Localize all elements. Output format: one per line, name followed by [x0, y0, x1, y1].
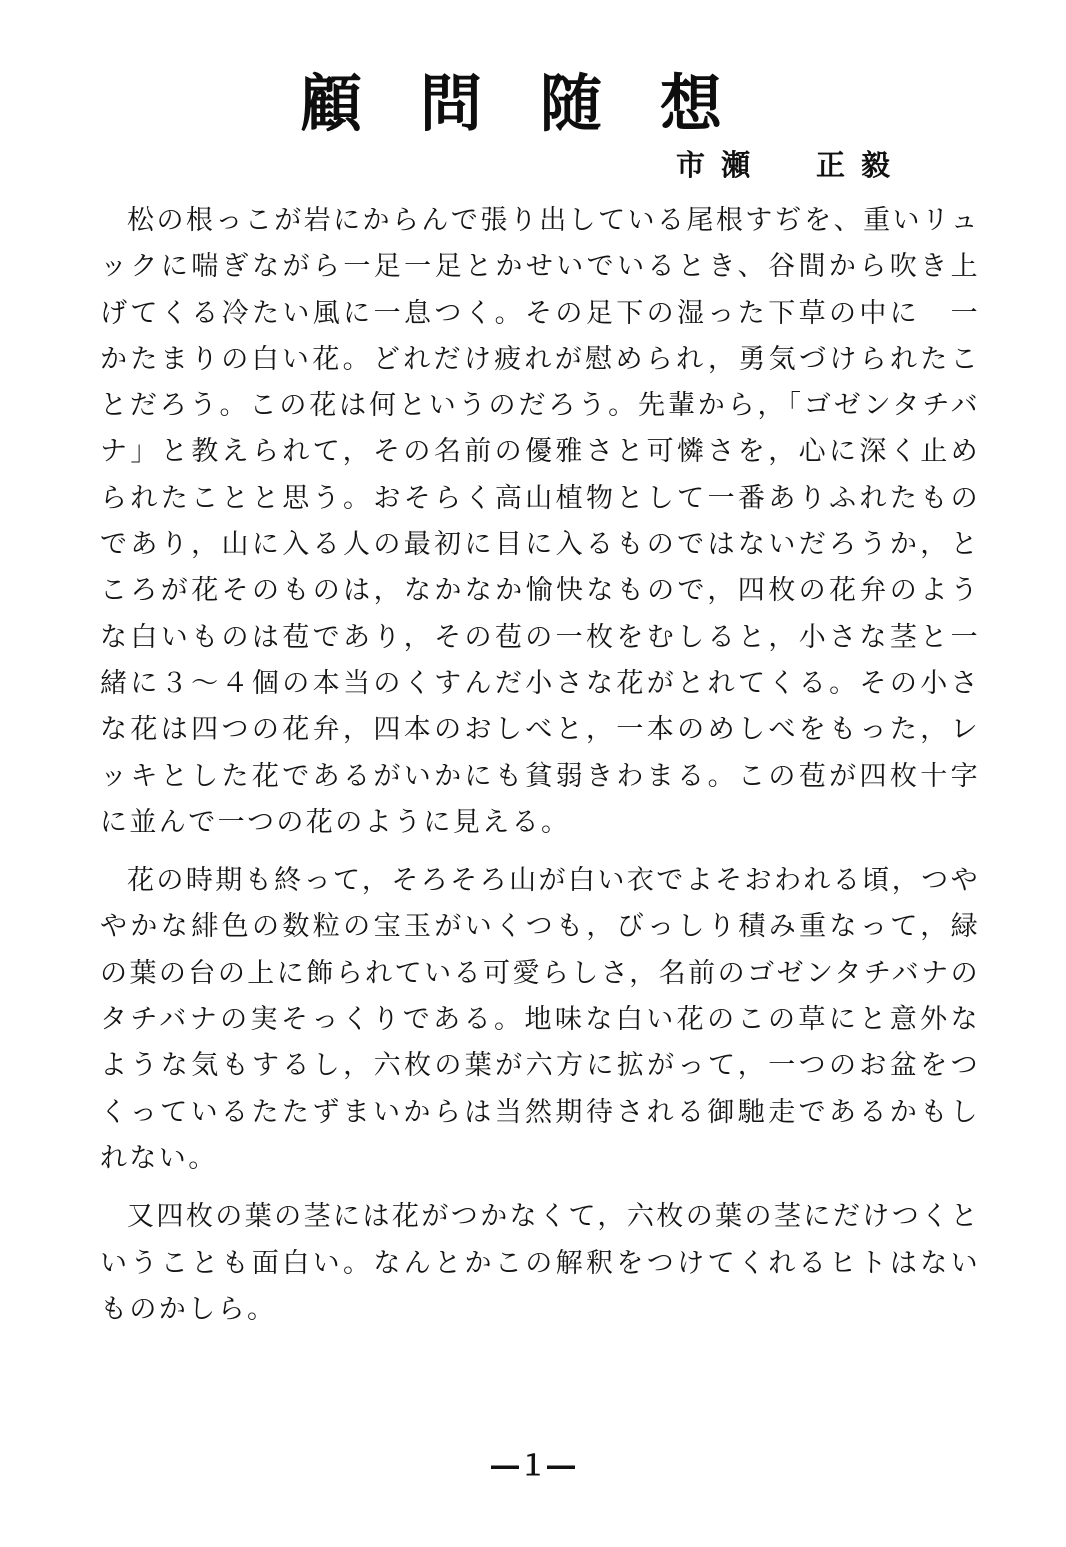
author-name — [676, 145, 996, 185]
page-number: ―１― — [490, 1449, 575, 1482]
author-given-name: 正毅 — [816, 148, 907, 182]
paragraph-2: 花の時期も終って，そろそろ山が白い衣でよそおわれる頃，つややかな緋色の数粒の宝玉がいくつも，びっしり積み重なって，緑の葉の台の上に飾られている可愛らしさ，名前のゴゼンタチバナのタチバナの実そっくりである。地味な白い花のこの草にと意外なような気もするし，六枚の葉が六方に拡がって，一つのお盆をつくっているたたずまいからは当然期待される御馳走であるかもしれない。 — [100, 865, 980, 1174]
paragraph-1: 松の根っこが岩にからんで張り出している尾根すぢを、重いリュックに喘ぎながら一足一足とかせいでいるとき、谷間から吹き上げてくる冷たい風に一息つく。その足下の湿った下草の中に 一かたまりの白い花。どれだけ疲れが慰められ，勇気づけられたことだろう。この花は何というのだろう。先輩から，「ゴゼンタチバナ」と教えられて，その名前の優雅さと可憐さを，心に深く止められたことと思う。おそらく高山植物として一番ありふれたものであり，山に入る人の最初に目に入るものではないだろうか，ところが花そのものは，なかなか愉快なもので，四枚の花弁のような白いものは苞であり，その苞の一枚をむしると，小さな茎と一緒に３～４個の本当のくすんだ小さな花がとれてくる。その小さな花は四つの花弁，四本のおしべと，一本のめしべをもった，レッキとした花であるがいかにも貧弱きわまる。この苞が四枚十字に並んで一つの花のように見える。 — [100, 205, 980, 838]
essay-body — [100, 198, 980, 1345]
author-family-name: 市瀬 — [676, 148, 767, 182]
paragraph-3: 又四枚の葉の茎には花がつかなくて，六枚の葉の茎にだけつくということも面白い。なんとかこの解釈をつけてくれるヒトはないものかしら。 — [100, 1201, 980, 1325]
page-title: 顧問随想 — [300, 67, 781, 140]
